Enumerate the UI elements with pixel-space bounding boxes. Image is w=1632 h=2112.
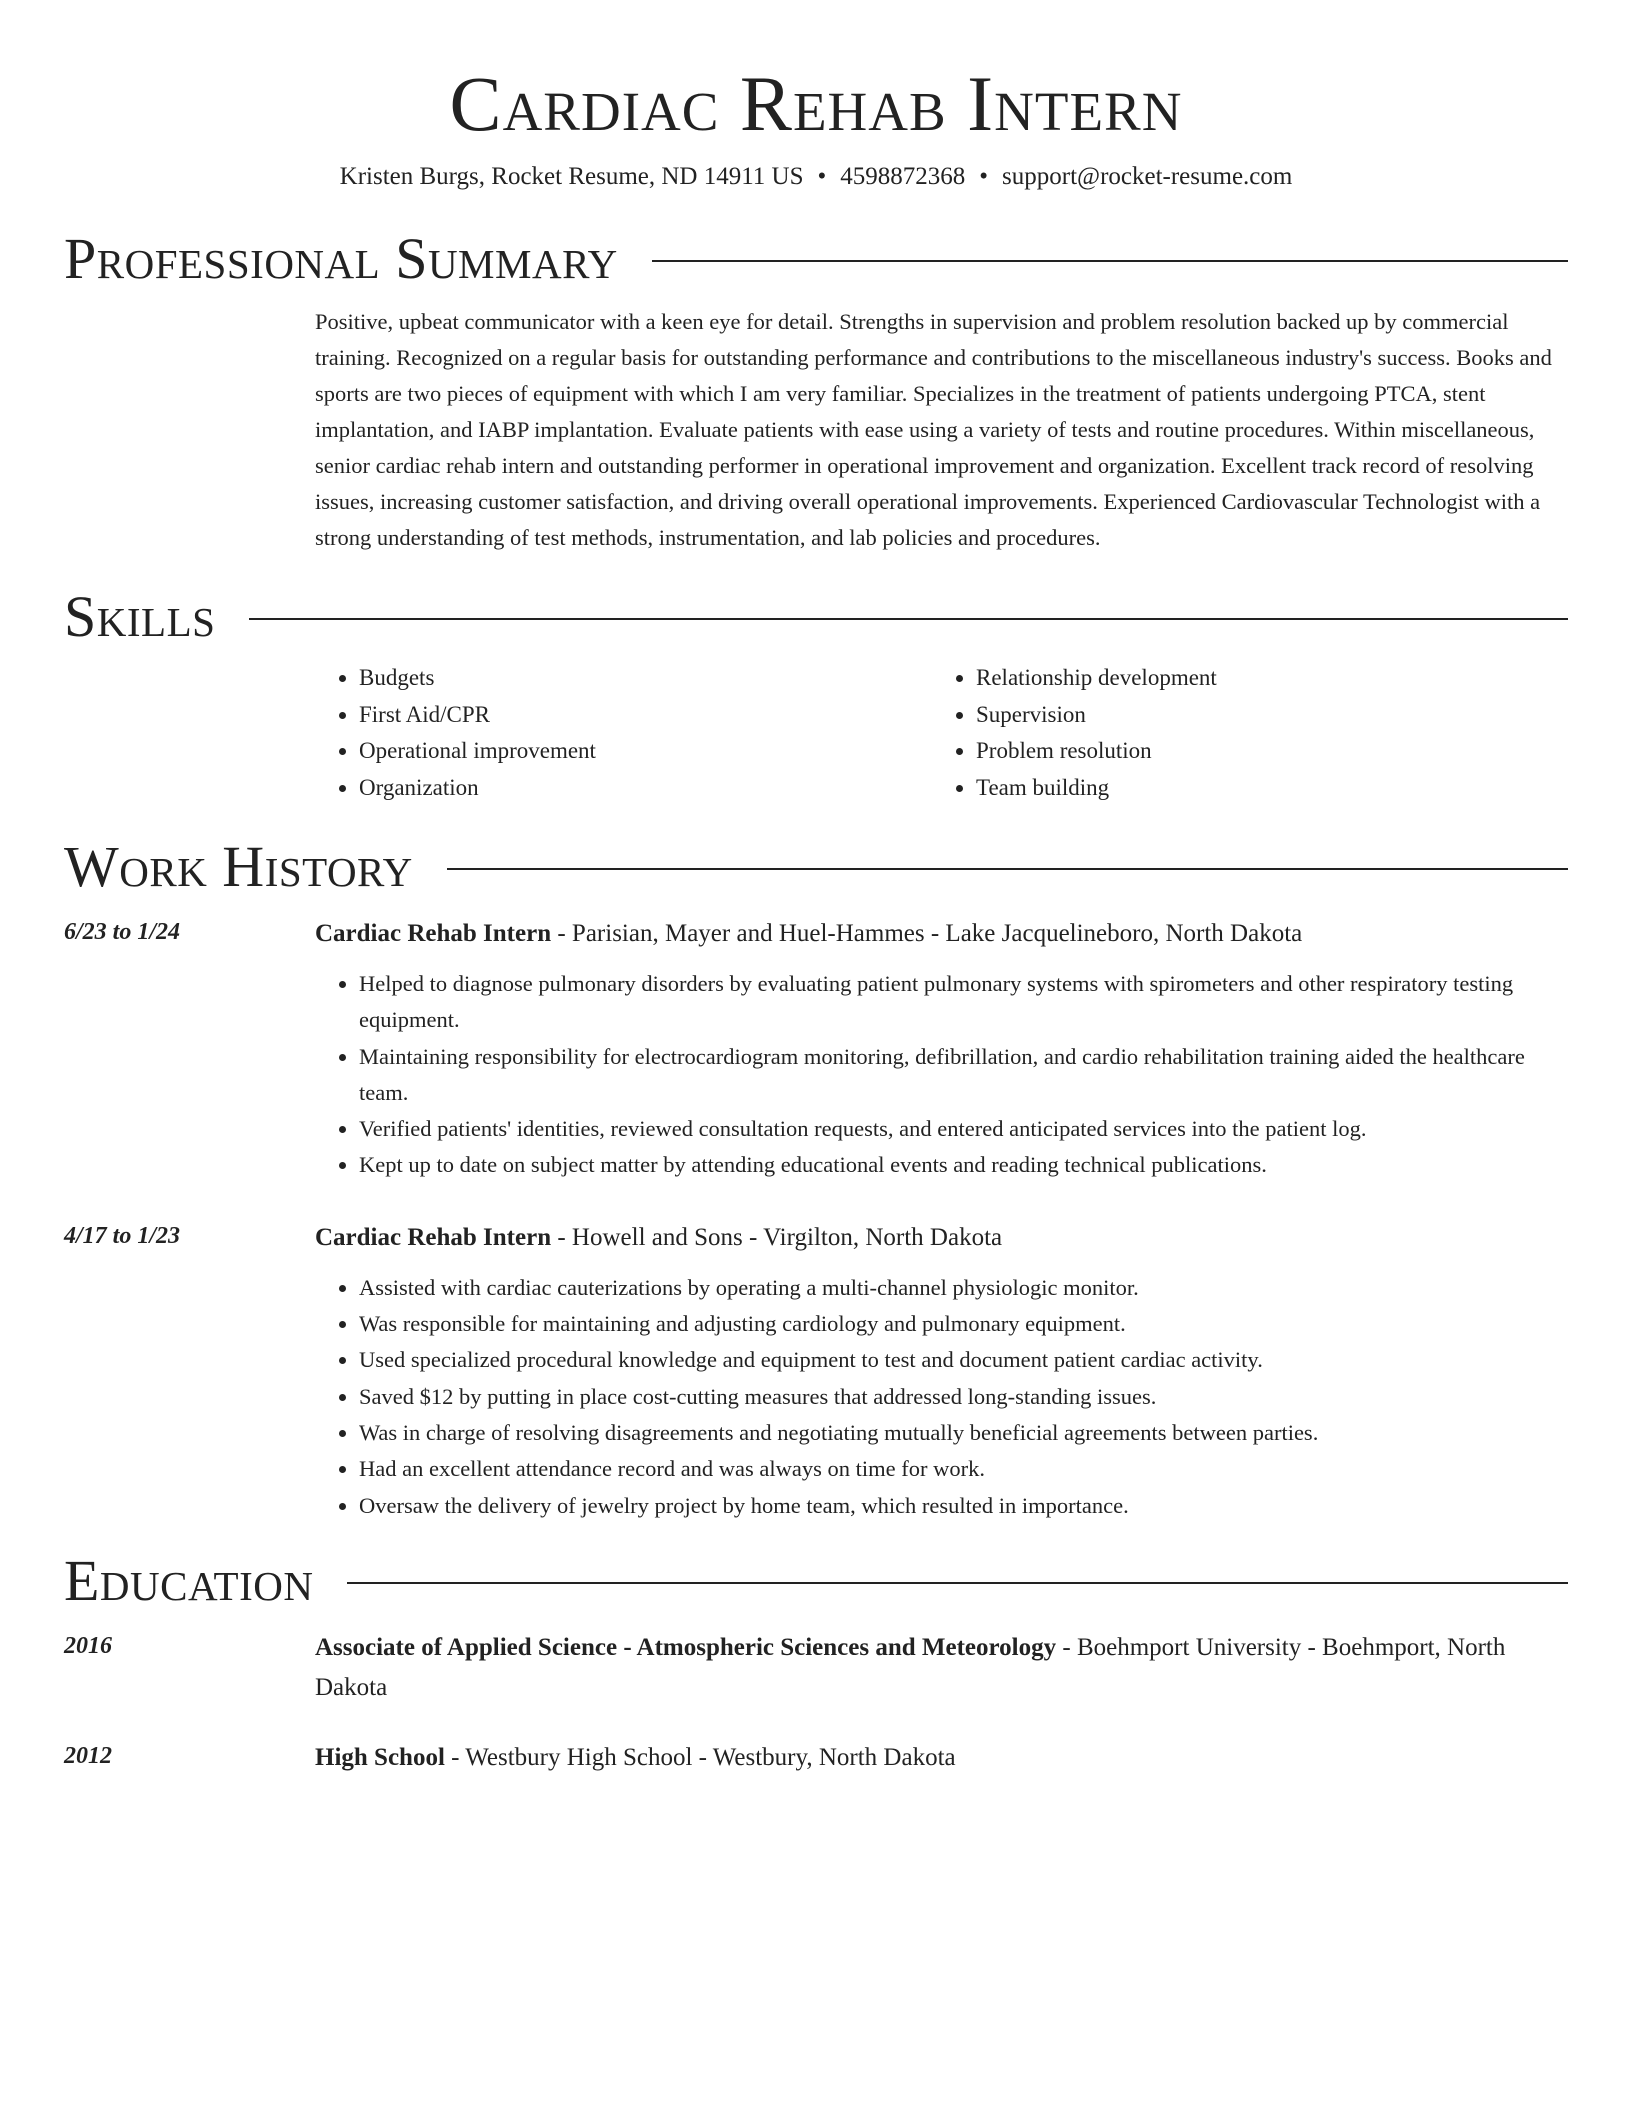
education-section-header [64,1548,1568,1614]
job-bullet: • Oversaw the delivery of jewelry project by home team, which resulted in importance. [359,1488,1568,1524]
work-heading-line [315,914,1568,954]
skill-item: • Operational improvement [359,733,932,770]
section-divider [652,260,1568,262]
job-bullets [315,966,1568,1184]
skill-item: • Relationship development [976,660,1549,697]
contact-address: Kristen Burgs, Rocket Resume, ND 14911 US [339,163,804,190]
work-entry [64,914,1568,1184]
section-divider [249,618,1568,620]
resume-title: Cardiac Rehab Intern [449,60,1183,147]
education-entry [64,1628,1568,1708]
job-bullets [315,1270,1568,1524]
job-bullet: • Was in charge of resolving disagreements and negotiating mutually beneficial agreements between parties. [359,1415,1568,1451]
job-bullet: • Kept up to date on subject matter by attending educational events and reading technical publications. [359,1147,1568,1183]
work-heading-line [315,1218,1568,1258]
work-heading: Work History [64,834,413,899]
skill-item: • Problem resolution [976,733,1549,770]
resume-page [64,0,1568,1778]
job-bullet: • Helped to diagnose pulmonary disorders by evaluating patient pulmonary systems with spirometers and other respiratory testing equipment. [359,966,1568,1039]
education-heading-line [315,1628,1568,1708]
summary-section-header [64,226,1568,292]
skills-heading: Skills [64,584,216,649]
work-dates: 4/17 to 1/23 [64,1222,181,1249]
skills-list [315,660,1568,806]
job-bullet: • Was responsible for maintaining and adjusting cardiology and pulmonary equipment. [359,1306,1568,1342]
section-divider [447,868,1568,870]
skill-item: • Organization [359,770,932,807]
job-bullet: • Used specialized procedural knowledge and equipment to test and document patient cardiac activity. [359,1342,1568,1378]
job-bullet: • Assisted with cardiac cauterizations by operating a multi-channel physiologic monitor. [359,1270,1568,1306]
skill-item: • First Aid/CPR [359,697,932,734]
work-dates: 6/23 to 1/24 [64,919,181,945]
contact-separator: • [979,163,989,190]
contact-email: support@rocket-resume.com [1002,163,1293,190]
job-title: Cardiac Rehab Intern [315,1223,552,1251]
education-degree: Associate of Applied Science - Atmospheric Sciences and Meteorology [315,1633,1057,1661]
education-degree: High School [315,1743,445,1771]
work-section-header [64,834,1568,900]
skills-column-left [315,660,932,806]
job-bullet: • Maintaining responsibility for electrocardiogram monitoring, defibrillation, and cardio rehabilitation training aided the healthcare team. [359,1039,1568,1112]
contact-separator: • [817,163,827,190]
education-school: - Westbury High School - Westbury, North Dakota [444,1743,956,1771]
education-heading: Education [64,1547,314,1613]
job-bullet: • Had an excellent attendance record and was always on time for work. [359,1451,1568,1487]
skill-item: • Team building [976,770,1549,807]
education-year: 2016 [64,1632,112,1659]
job-bullet: • Saved $12 by putting in place cost-cutting measures that addressed long-standing issues. [359,1379,1568,1415]
skills-section-header [64,584,1568,650]
education-school: - Boehmport University - Boehmport, North Dakota [315,1633,1506,1701]
education-heading-line [315,1738,1568,1778]
job-title: Cardiac Rehab Intern [315,920,552,947]
contact-line [64,162,1568,192]
skill-item: • Supervision [976,697,1549,734]
summary-heading: Professional Summary [64,226,618,291]
education-year: 2012 [64,1742,112,1769]
job-employer: - Parisian, Mayer and Huel-Hammes - Lake Jacquelineboro, North Dakota [551,920,1303,947]
work-entry [64,1218,1568,1524]
skill-item: • Budgets [359,660,932,697]
education-entry [64,1738,1568,1778]
job-bullet: • Verified patients' identities, reviewed consultation requests, and entered anticipated services into the patient log. [359,1111,1568,1147]
contact-phone: 4598872368 [840,163,966,190]
skills-column-right [932,660,1549,806]
summary-text: Positive, upbeat communicator with a keen eye for detail. Strengths in supervision and problem resolution backed up by commercial training. Recognized on a regular basis for outstanding performance and contributions to the miscellaneous industry's success. Books and sports are two pieces of equipment with which I am very familiar. Specializes in the treatment of patients undergoing PTCA, stent implantation, and IABP implantation. Evaluate patients with ease using a variety of tests and routine procedures. Within miscellaneous, senior cardiac rehab intern and outstanding performer in operational improvement and organization. Excellent track record of resolving issues, increasing customer satisfaction, and driving overall operational improvements. Experienced Cardiovascular Technologist with a strong understanding of test methods, instrumentation, and lab policies and procedures. [315,309,1552,550]
job-employer: - Howell and Sons - Virgilton, North Dakota [551,1223,1003,1251]
section-divider [347,1582,1568,1584]
